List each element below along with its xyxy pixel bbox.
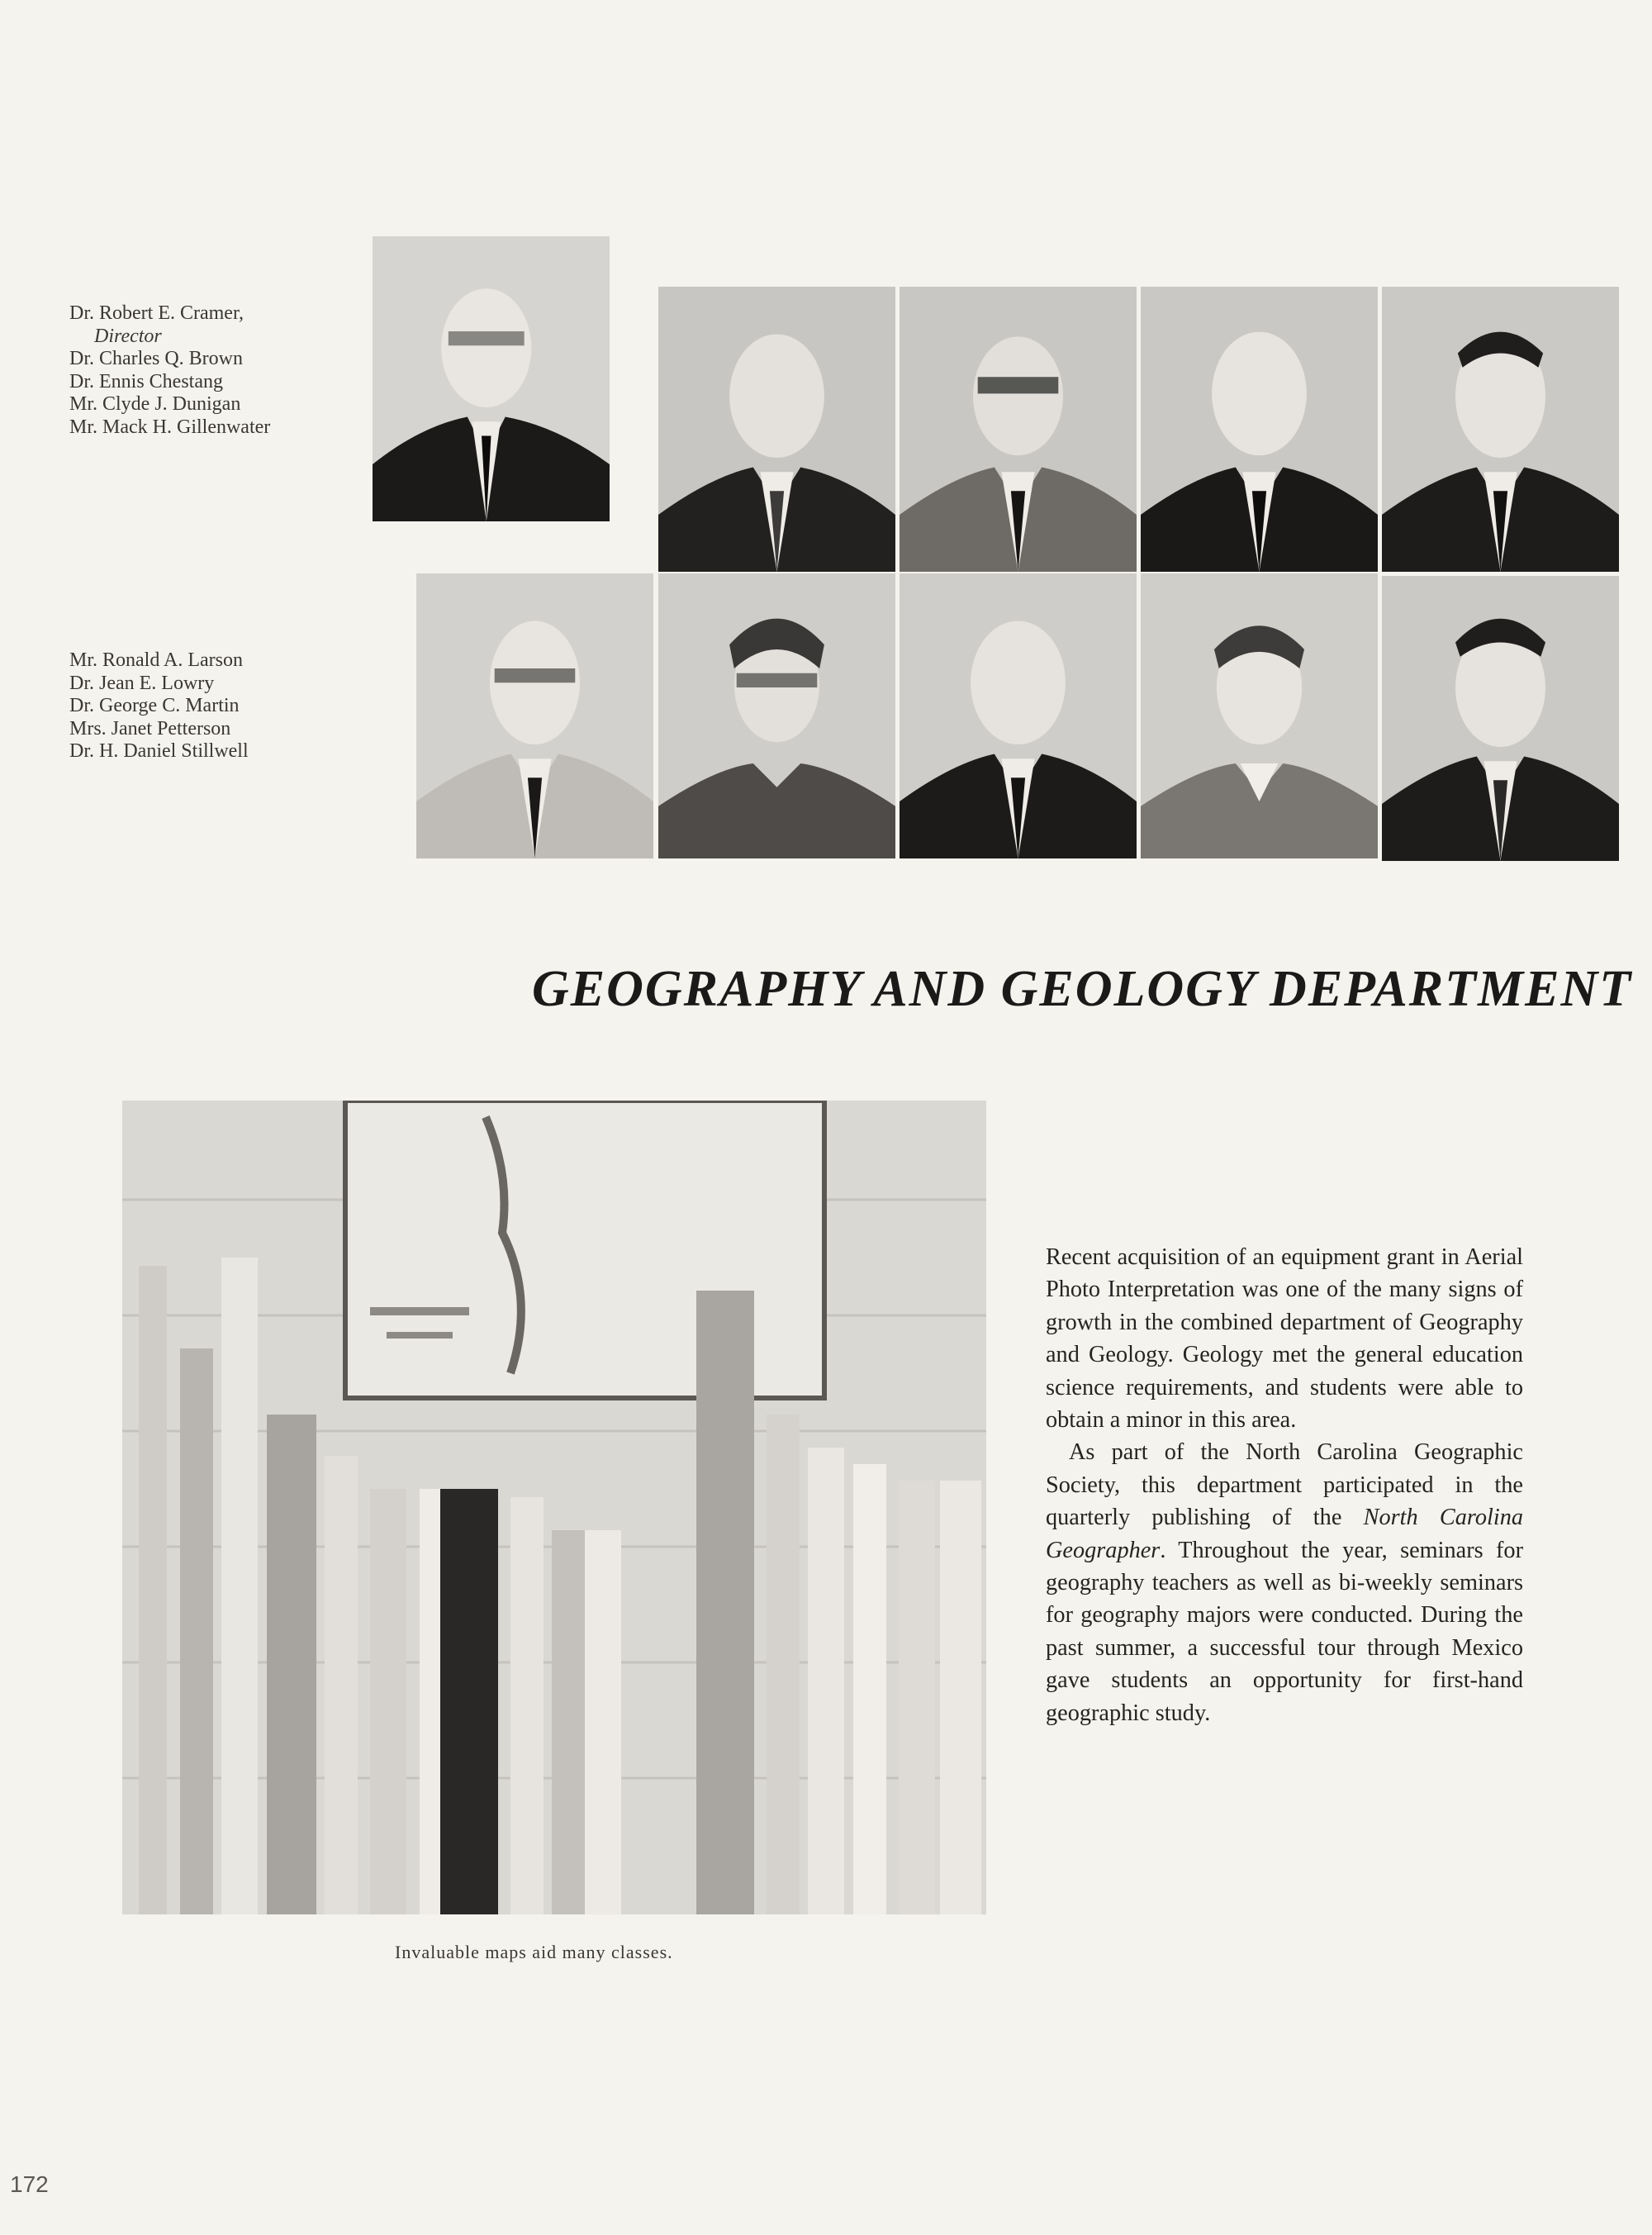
- faculty-name: Dr. George C. Martin: [69, 695, 240, 716]
- portrait-photo: [658, 573, 895, 858]
- faculty-name: Mr. Clyde J. Dunigan: [69, 393, 241, 415]
- faculty-name: Dr. H. Daniel Stillwell: [69, 740, 249, 762]
- faculty-name: Dr. Jean E. Lowry: [69, 672, 215, 694]
- photo-caption: Invaluable maps aid many classes.: [395, 1942, 673, 1962]
- portrait-photo: [1141, 573, 1378, 858]
- portrait-photo: [373, 236, 610, 521]
- body-text: [1046, 1241, 1523, 1729]
- portrait-photo: [1141, 287, 1378, 572]
- faculty-name: Mr. Mack H. Gillenwater: [69, 416, 271, 438]
- body-text-run: As part of the North Carolina Geographic Society, this department participated in the quarterly publishing of the: [1046, 1439, 1523, 1531]
- body-paragraph: [1046, 1436, 1523, 1729]
- faculty-name: Mr. Ronald A. Larson: [69, 649, 243, 671]
- section-heading: GEOGRAPHY AND GEOLOGY DEPARTMENT: [532, 961, 1633, 1017]
- faculty-list-top: [69, 302, 270, 439]
- maps-photo: [122, 1101, 986, 1914]
- faculty-name: Dr. Charles Q. Brown: [69, 348, 243, 369]
- faculty-title: Director: [94, 325, 162, 347]
- portrait-photo: [1382, 287, 1619, 572]
- portrait-photo: [416, 573, 653, 858]
- faculty-name: Dr. Robert E. Cramer,: [69, 302, 244, 324]
- portrait-photo: [1382, 576, 1619, 861]
- page-number: 172: [10, 2171, 49, 2197]
- publication-title: North Carolina Geographer: [1046, 1505, 1523, 1563]
- portrait-photo: [900, 287, 1137, 572]
- faculty-list-bottom: [69, 649, 249, 763]
- portrait-photo: [658, 287, 895, 572]
- body-paragraph: Recent acquisition of an equipment grant in Aerial Photo Interpretation was one of the many signs of growth in the combined department of Geography and Geology. Geology met the general education science requirements, and students were able to obtain a minor in this area.: [1046, 1244, 1523, 1434]
- portrait-photo: [900, 573, 1137, 858]
- body-text-run: . Throughout the year, seminars for geography teachers as well as bi-weekly seminars for geography majors were conducted. During the past summer, a successful tour through Mexico gave students an opportunity for first-hand geographic study.: [1046, 1537, 1523, 1726]
- faculty-name: Dr. Ennis Chestang: [69, 370, 223, 392]
- faculty-name: Mrs. Janet Petterson: [69, 717, 231, 739]
